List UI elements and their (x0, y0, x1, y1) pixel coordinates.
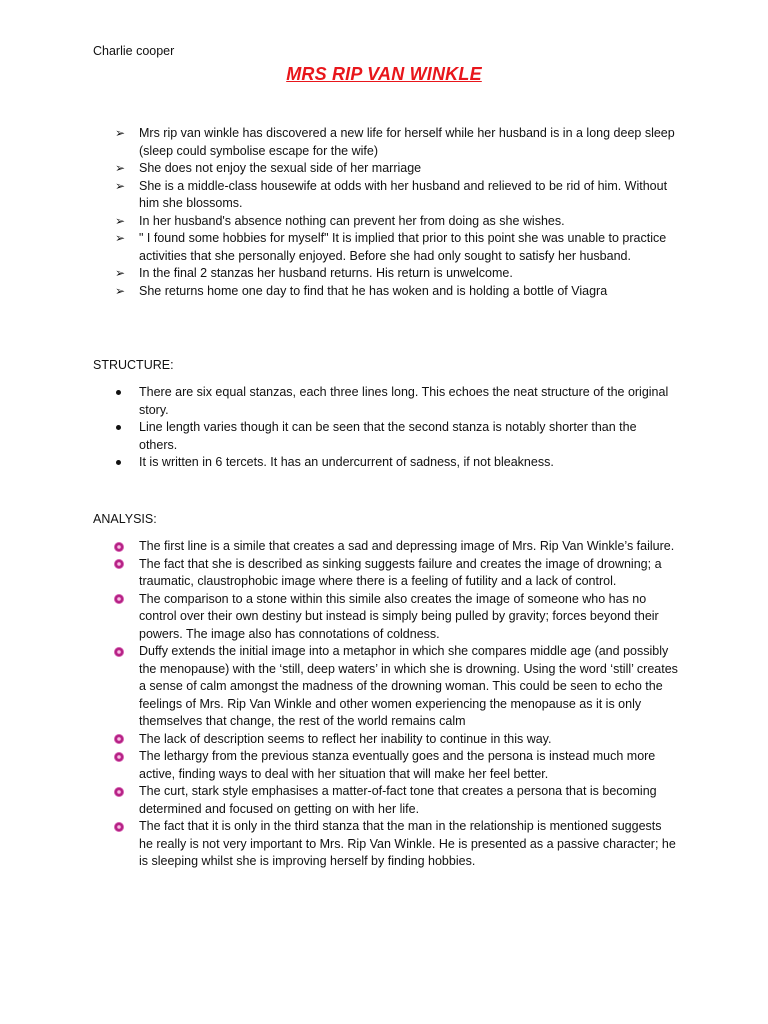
analysis-heading: ANALYSIS: (93, 512, 157, 526)
list-item-text: The lethargy from the previous stanza eventually goes and the persona is instead much more active, finding ways to deal with her situation that will make her feel better. (139, 749, 656, 781)
list-item (0, 643, 768, 731)
dot-bullet-icon (115, 454, 131, 472)
list-item-text: Line length varies though it can be seen that the second stanza is notably shorter than the others. (139, 420, 637, 452)
list-item (0, 230, 768, 265)
flower-bullet-icon (115, 783, 131, 801)
arrow-bullet-icon: ➢ (115, 126, 126, 140)
list-item (0, 178, 768, 213)
list-item-text: The curt, stark style emphasises a matter-of-fact tone that creates a persona that is becoming determined and focused on getting on with her life. (139, 784, 657, 816)
flower-bullet-icon (115, 818, 131, 836)
list-item (0, 748, 768, 783)
list-item-text: It is written in 6 tercets. It has an undercurrent of sadness, if not bleakness. (139, 455, 554, 469)
list-item-text: The lack of description seems to reflect her inability to continue in this way. (139, 731, 552, 746)
list-item (0, 731, 768, 749)
structure-heading: STRUCTURE: (93, 358, 174, 372)
list-item (0, 384, 768, 419)
list-item-text: In her husband's absence nothing can prevent her from doing as she wishes. (139, 213, 565, 228)
list-item (0, 591, 768, 644)
list-item (0, 818, 768, 871)
list-item-text: There are six equal stanzas, each three lines long. This echoes the neat structure of the original story. (139, 385, 669, 417)
flower-bullet-icon (115, 748, 131, 766)
list-item-text: Mrs rip van winkle has discovered a new life for herself while her husband is in a long deep sleep (sleep could symbolise escape for the wife) (139, 126, 675, 158)
flower-bullet-icon (115, 538, 131, 556)
flower-bullet-icon (115, 556, 131, 574)
arrow-bullet-icon: ➢ (115, 213, 126, 228)
arrow-bullet-icon: ➢ (115, 283, 126, 298)
arrow-bullet-icon: ➢ (115, 161, 126, 175)
document-title: MRS RIP VAN WINKLE (286, 64, 482, 84)
list-item-text: She is a middle-class housewife at odds with her husband and relieved to be rid of him. Without him she blossoms. (139, 178, 668, 210)
list-item-text: The comparison to a stone within this simile also creates the image of someone who has no control over their own destiny but instead is simply being pulled by gravity; forces beyond their powers. The image also has connotations of coldness. (139, 591, 659, 641)
arrow-bullet-icon: ➢ (115, 231, 126, 245)
list-item (0, 454, 768, 472)
list-item (0, 160, 768, 178)
list-item-text: In the final 2 stanzas her husband returns. His return is unwelcome. (139, 266, 513, 280)
list-item-text: The fact that she is described as sinking suggests failure and creates the image of drowning; a traumatic, claustrophobic image where there is a feeling of futility and a lack of control. (139, 556, 662, 588)
list-item (0, 783, 768, 818)
dot-bullet-icon (115, 384, 131, 402)
arrow-bullet-icon: ➢ (115, 178, 126, 193)
list-item (0, 419, 768, 454)
analysis-bullet-list (0, 538, 768, 871)
list-item-text: The fact that it is only in the third stanza that the man in the relationship is mentioned suggests he really is not very important to Mrs. Rip Van Winkle. He is presented as a passive character; he is sleeping whilst she is improving herself by finding hobbies. (139, 819, 676, 868)
dot-bullet-icon (115, 419, 131, 437)
author-name: Charlie cooper (93, 44, 175, 58)
list-item (0, 538, 768, 556)
list-item-text: She does not enjoy the sexual side of her marriage (139, 161, 422, 175)
list-item-text: The first line is a simile that creates a sad and depressing image of Mrs. Rip Van Winkle’s failure. (139, 539, 675, 553)
flower-bullet-icon (115, 591, 131, 609)
list-item (0, 125, 768, 160)
list-item-text: " I found some hobbies for myself" It is implied that prior to this point she was unable to practice activities that she personally enjoyed. Before she had only sought to satisfy her husband. (139, 231, 667, 263)
list-item (0, 283, 768, 301)
flower-bullet-icon (115, 731, 131, 749)
structure-bullet-list (0, 384, 768, 472)
list-item (0, 556, 768, 591)
arrow-bullet-icon: ➢ (115, 266, 126, 280)
intro-bullet-list (0, 125, 768, 300)
flower-bullet-icon (115, 643, 131, 661)
list-item (0, 213, 768, 231)
list-item (0, 265, 768, 283)
list-item-text: She returns home one day to find that he has woken and is holding a bottle of Viagra (139, 283, 608, 298)
list-item-text: Duffy extends the initial image into a metaphor in which she compares middle age (and possibly the menopause) with the ‘still, deep waters’ in which she is drowning. Using the word ‘still’ creates a sense of calm amongst the madness of the drowning woman. This could be seen to echo the feelings of Mrs. Rip Van Winkle and other women experiencing the menopause as it is only themselves that change, the rest of the world remains calm (139, 644, 678, 728)
